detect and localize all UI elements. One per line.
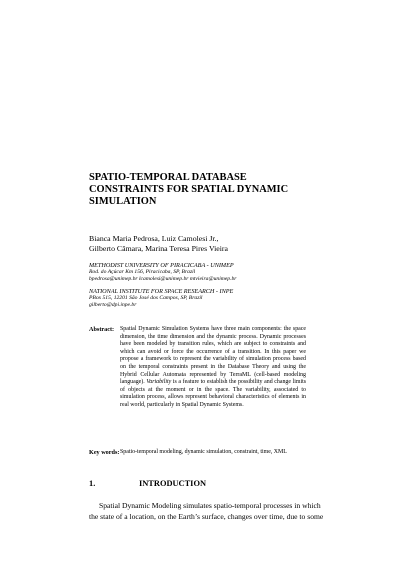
keywords-section [89,449,329,457]
affiliation-emails: bpedrosa@unimep.br lcamolesi@unimep.br mtvieira@unimep.br [89,276,237,283]
paper-title [89,172,349,209]
affiliation-address: Rod. do Açúcar Km 156, Piracicaba, SP, Brazil [89,269,196,276]
intro-line: the state of a location, on the Earth’s surface, changes over time, due to some [89,512,324,521]
keywords-text: Spatio-temporal modeling, dynamic simulation, constraint, time, XML [120,449,287,455]
abstract-text-part: Spatial Dynamic Simulation Systems have three main components: the space dimension, the time dimension and the dynamic process. Dynamic processes have been modeled by transition rules, which are subject to constraints and which can avoid or force the occurrence of a transition. In this paper we propose a framework to represent the variability of simulation process based on the temporal constraints present in the Database Theory and using the Hybrid Cellular Automata represented by TerraML (cell-based modeling language). [120,326,306,386]
author-line: Gilberto Câmara, Marina Teresa Pires Vieira [89,244,228,253]
section-number: 1. [89,479,96,488]
abstract-text-part: is a feature to establish the possibility and change limits of objects at the moment or in the space. The variability, associated to simulation process, allows represent behavioral characteristics of elements in real world, particularly in Spatial Dynamic Systems. [120,379,307,408]
keywords-label: Key words: [89,449,120,456]
title-line: CONSTRAINTS FOR SPATIAL DYNAMIC [89,184,289,196]
affiliation-address: PBox 515, 12201 São José dos Campos, SP, Brazil [89,295,203,302]
intro-line: Spatial Dynamic Modeling simulates spatio-temporal processes in which [99,501,321,510]
abstract-label: Abstract: [89,326,115,333]
title-line: SPATIO-TEMPORAL DATABASE [89,172,247,183]
section-heading [89,479,206,488]
section-title: INTRODUCTION [139,479,207,488]
author-list [89,234,228,254]
abstract-section [89,326,309,410]
affiliation-unimep [89,262,236,284]
affiliation-emails: gilberto@dpi.inpe.br [89,302,137,309]
affiliation-name: METHODIST UNIVERSITY OF PIRACICABA - UNIMEP [89,262,234,269]
title-line: SIMULATION [89,196,157,208]
affiliation-name: NATIONAL INSTITUTE FOR SPACE RESEARCH - INPE [89,288,234,295]
abstract-text [120,326,306,410]
affiliation-inpe [89,288,233,310]
intro-paragraph [89,500,329,522]
abstract-italic-term: Variability [146,379,172,386]
author-line: Bianca Maria Pedrosa, Luiz Camolesi Jr., [89,234,219,243]
